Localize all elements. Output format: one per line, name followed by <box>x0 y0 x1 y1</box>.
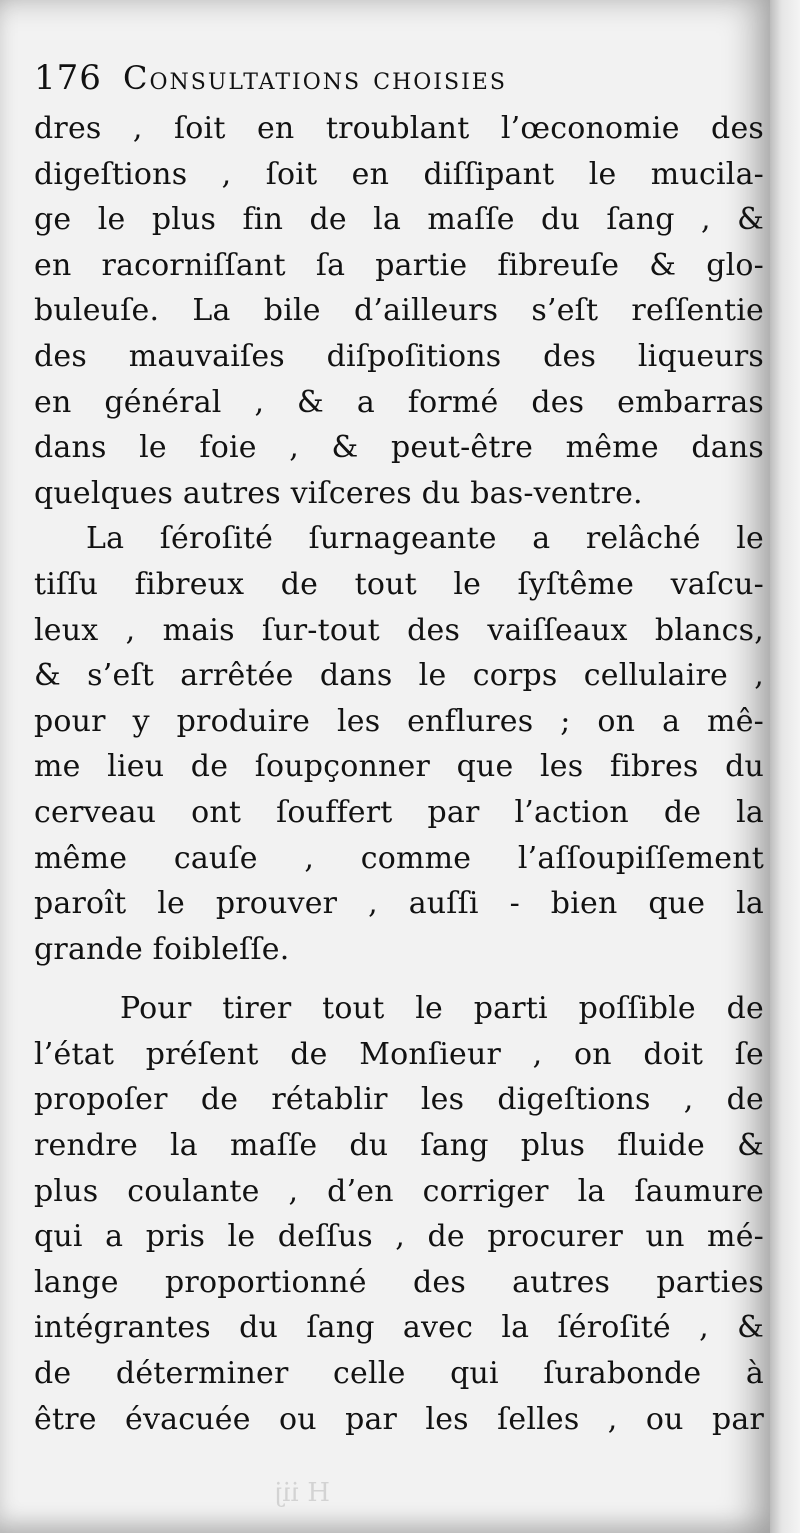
running-head: Consultations choisies <box>123 59 507 97</box>
page-number: 176 <box>34 58 102 98</box>
text-line: quelques autres viſceres du bas-ventre. <box>34 475 643 511</box>
text-line: intégrantes du ſang avec la ſéroſité , & <box>34 1310 764 1346</box>
text-line: dres , ſoit en troublant l’œconomie des <box>34 111 764 146</box>
text-line: cerveau ont ſouffert par l’action de la <box>34 794 764 830</box>
text-line: dans le foie , & peut-être même dans <box>34 430 764 466</box>
text-line: plus coulante , d’en corriger la ſaumure <box>34 1173 764 1209</box>
text-line: buleuſe. La bile d’ailleurs s’eſt reſſentie <box>34 293 764 329</box>
text-line: grande foibleſſe. <box>34 931 290 967</box>
text-line: de déterminer celle qui ſurabonde à <box>34 1356 764 1392</box>
text-line: qui a pris le deſſus , de procurer un mé- <box>34 1219 764 1255</box>
text-line: paroît le prouver , auſſi - bien que la <box>34 886 764 922</box>
text-line: La ſéroſité ſurnageante a relâché le <box>86 521 764 557</box>
page-header <box>34 58 754 106</box>
text-line: des mauvaiſes diſpoſitions des liqueurs <box>34 338 764 374</box>
text-line: digeſtions , ſoit en diſſipant le mucila- <box>34 156 764 192</box>
page-gutter <box>770 0 800 1533</box>
text-line: Pour tirer tout le parti poſſible de <box>120 991 764 1027</box>
text-line: l’état préſent de Monſieur , on doit ſe <box>34 1036 764 1072</box>
paragraph-gap <box>34 972 764 986</box>
body-text <box>34 106 764 1442</box>
text-line: être évacuée ou par les ſelles , ou par <box>34 1401 764 1437</box>
signature-mark: H iij <box>274 1478 330 1508</box>
text-line: & s’eſt arrêtée dans le corps cellulaire , <box>34 658 764 694</box>
text-line: en général , & a formé des embarras <box>34 384 764 420</box>
text-line: lange proportionné des autres parties <box>34 1264 764 1300</box>
text-line: ge le plus fin de la maſſe du ſang , & <box>34 202 764 238</box>
text-line: rendre la maſſe du ſang plus fluide & <box>34 1128 764 1164</box>
text-line: tiſſu fibreux de tout le ſyſtême vaſcu- <box>34 566 764 602</box>
text-line: en racorniſſant ſa partie fibreuſe & glo- <box>34 247 764 283</box>
text-line: pour y produire les enflures ; on a mê- <box>34 703 764 739</box>
text-line: me lieu de ſoupçonner que les fibres du <box>34 749 764 785</box>
text-line: propoſer de rétablir les digeſtions , de <box>34 1082 764 1118</box>
text-line: même cauſe , comme l’aſſoupiſſement <box>34 840 764 876</box>
text-line: leux , mais ſur-tout des vaiſſeaux blancs, <box>34 612 764 648</box>
